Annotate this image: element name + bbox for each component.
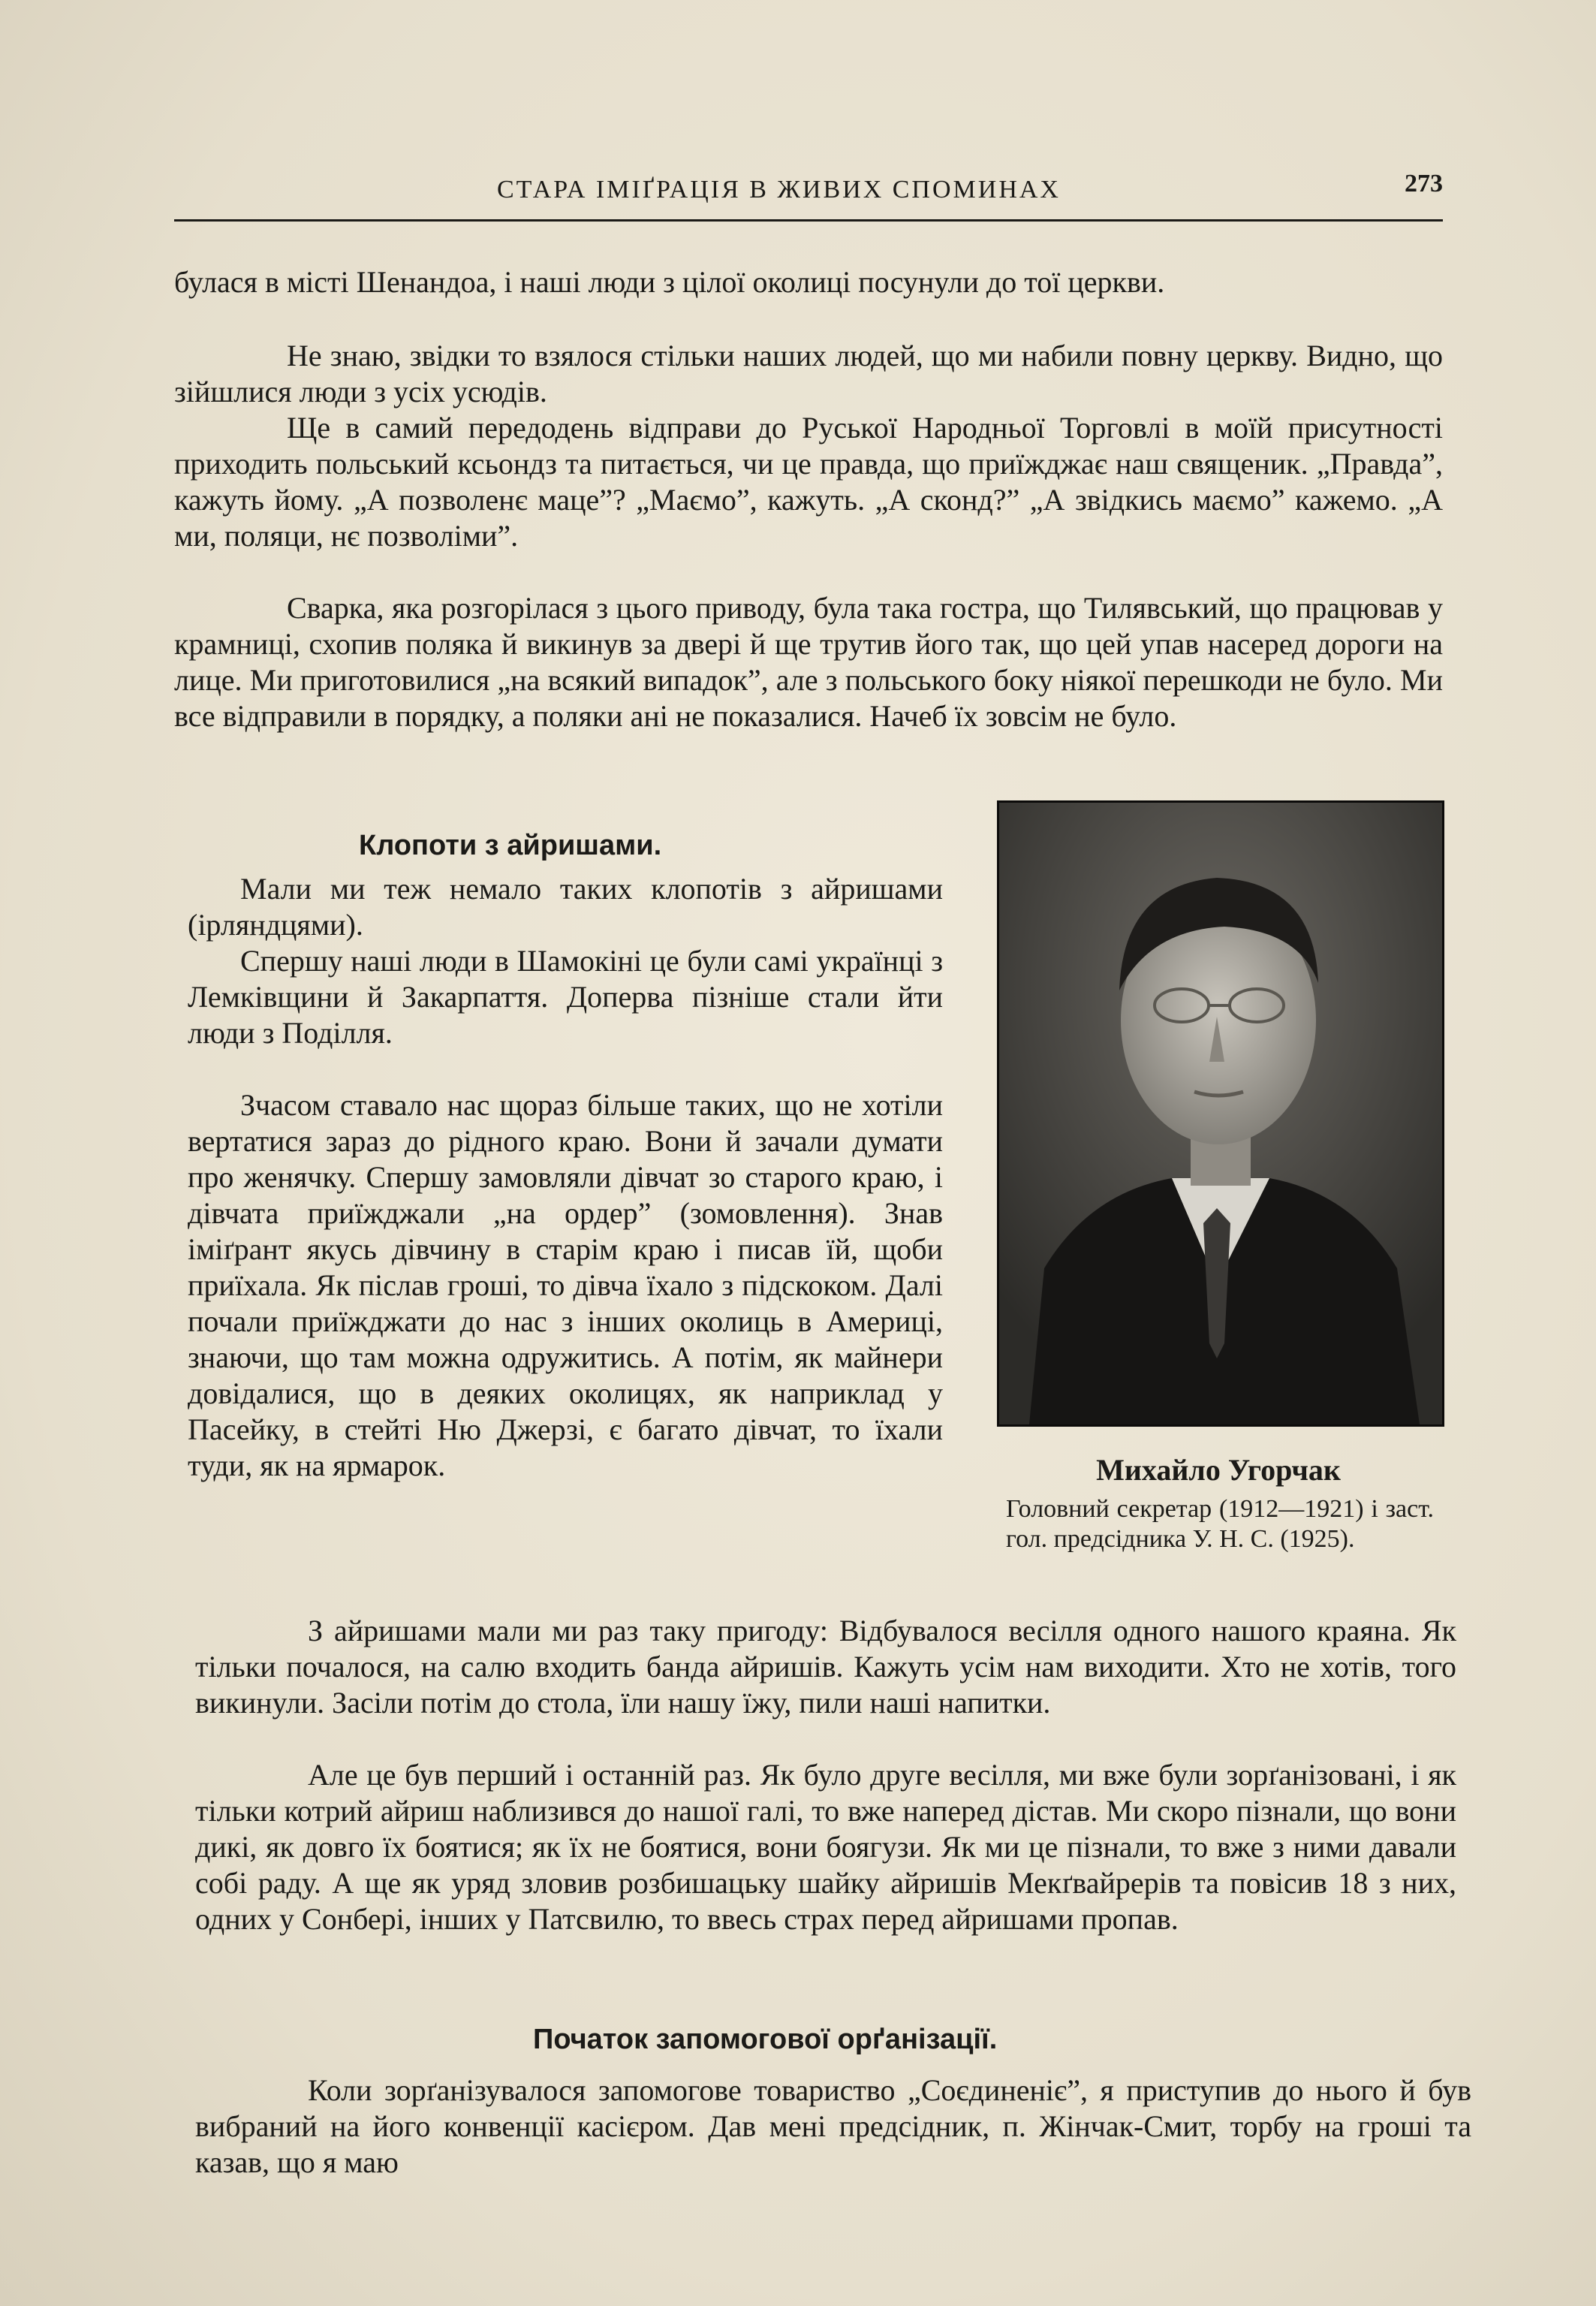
photo-caption-description: Головний секретар (1912—1921) і заст. гол. предсідника У. Н. С. (1925). — [1006, 1495, 1434, 1553]
paragraph-5: Мали ми теж немало таких клопотів з айришами (ірляндцями). — [188, 872, 943, 942]
paragraph-10: Коли зорґанізувалося запомогове товариство „Соєдиненіє”, я приступив до нього й був вибраний на його конвенції касієром. Дав мені предсідник, п. Жінчак-Смит, торбу на гроші та казав, що я маю — [195, 2073, 1471, 2179]
paragraph-3: Ще в самий передодень відправи до Руської Народньої Торговлі в моїй присутності приходить польський ксьондз та питається, чи це правда, що приїжджає наш священик. „Правда”, кажуть йому. „А позволенє маце”? „Маємо”, кажуть. „А сконд?” „А звідкись маємо” кажемо. „А ми, поляци, нє позволіми”. — [174, 411, 1443, 553]
paragraph-6: Спершу наші люди в Шамокіні це були самі українці з Лемківщини й Закарпаття. Доперва пізніше стали йти люди з Поділля. — [188, 944, 943, 1050]
portrait-photo — [997, 800, 1444, 1427]
page-header — [174, 170, 1443, 216]
running-head: СТАРА ІМІҐРАЦІЯ В ЖИВИХ СПОМИНАХ — [497, 176, 1061, 203]
paragraph-1: булася в місті Шенандоа, і наші люди з цілої околиці посунули до тої церкви. — [174, 265, 1165, 299]
page-number: 273 — [1405, 170, 1443, 197]
header-rule — [174, 219, 1443, 222]
photo-caption-name: Михайло Угорчак — [1096, 1453, 1341, 1487]
portrait-image — [999, 803, 1442, 1424]
paragraph-2: Не знаю, звідки то взялося стільки наших людей, що ми набили повну церкву. Видно, що зійшлися люди з усіх усюдів. — [174, 339, 1443, 408]
paragraph-8: З айришами мали ми раз таку пригоду: Відбувалося весілля одного нашого краяна. Як тільки почалося, на салю входить банда айришів. Кажуть усім нам виходити. Хто не хотів, того викинули. Засіли потім до стола, їли нашу їжу, пили наші напитки. — [195, 1614, 1456, 1720]
paragraph-7: Зчасом ставало нас щораз більше таких, що не хотіли вертатися зараз до рідного краю. Вони й зачали думати про женячку. Спершу замовляли дівчат зо старого краю, і дівчата приїжджали „на ордер” (зомовлення). Знав іміґрант якусь дівчину в старім краю і писав їй, щоби приїхала. Як післав гроші, то дівча їхало з підскоком. Далі почали приїжджати до нас з інших околиць в Америці, знаючи, що там можна одружитись. А потім, як майнери довідалися, що в деяких околицях, як наприклад у Пасейку, в стейті Ню Джерзі, є багато дівчат, то їхали туди, як на ярмарок. — [188, 1088, 943, 1482]
section-heading-irish: Клопоти з айришами. — [359, 830, 662, 861]
paragraph-4: Сварка, яка розгорілася з цього приводу, була така гостра, що Тилявський, що працював у крамниці, схопив поляка й викинув за двері й ще трутив його так, що цей упав насеред дороги на лице. Ми приготовилися „на всякий випадок”, але з польського боку ніякої перешкоди не було. Ми все відправили в порядку, а поляки ані не показалися. Начеб їх зовсім не було. — [174, 591, 1443, 733]
section-heading-organization: Початок запомогової орґанізації. — [533, 2024, 998, 2055]
paragraph-9: Але це був перший і останній раз. Як було друге весілля, ми вже були зорґанізовані, і як тільки котрий айриш наблизився до нашої галі, то вже наперед дістав. Ми скоро пізнали, що вони дикі, як довго їх боятися; як їх не боятися, вони боягузи. Як ми це пізнали, то вже з ними давали собі раду. А ще як уряд зловив розбишацьку шайку айришів Мекґвайрерів та повісив 18 з них, одних у Сонбері, інших у Патсвилю, то ввесь страх перед айришами пропав. — [195, 1758, 1456, 1936]
